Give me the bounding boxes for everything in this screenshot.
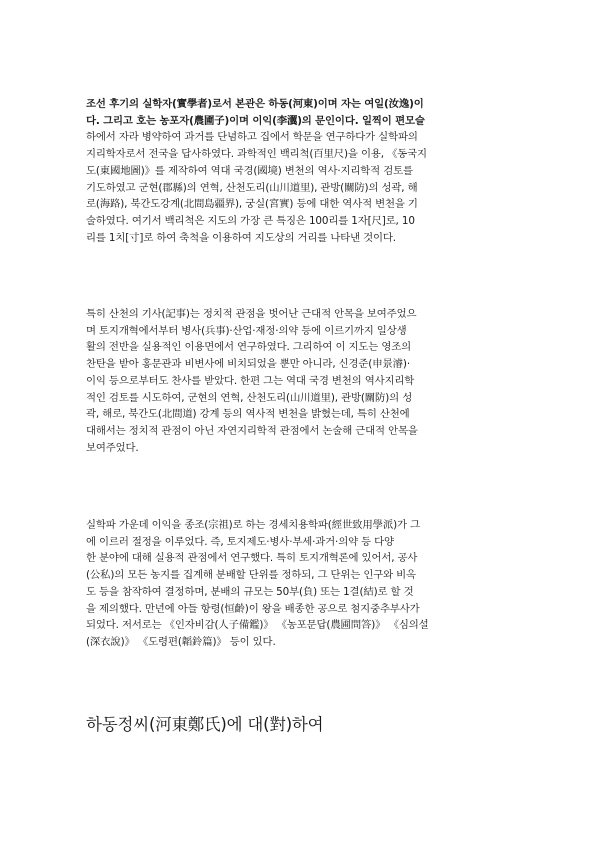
text-line: 을 제의했다. 만년에 아들 항령(恒齡)이 왕을 배종한 공으로 첨지중추부사가 — [86, 602, 420, 615]
text-line: 되었다. 저서로는 《인자비감(人子備鑑)》 《농포문답(農圃問答)》 《심의설 — [86, 619, 429, 632]
section-heading: 하동정씨(河東鄭氏)에 대(對)하여 — [86, 715, 324, 734]
text-line: 특히 산천의 기사(記事)는 정치적 관점을 벗어난 근대적 안목을 보여주었으 — [86, 308, 417, 320]
text-line: 하에서 자라 병약하여 과거를 단념하고 집에서 학문을 연구하다가 실학파의 — [86, 131, 418, 144]
text-line: (公私)의 모든 농지를 집계해 분배할 단위를 정하되, 그 단위는 인구와 비옥 — [86, 569, 416, 582]
text-line: 도(東國地圖)》를 제작하여 역대 국경(國境) 변천의 역사·지리학적 검토를 — [86, 164, 413, 177]
text-line: 활의 전반을 실용적인 이용면에서 연구하였다. 그리하여 이 지도는 영조의 — [86, 341, 411, 354]
text-line: 이익 등으로부터도 찬사를 받았다. 한편 그는 역대 국경 변천의 역사지리학 — [86, 374, 415, 387]
text-line: 로(海路), 북간도강계(北間島疆界), 궁실(宮實) 등에 대한 역사적 변천을 기 — [86, 198, 418, 211]
text-line: (深衣說)》 《도령편(韜鈴篇)》 등이 있다. — [86, 635, 276, 648]
text-line: 술하였다. 여기서 백리척은 지도의 가장 큰 특징은 100리를 1자[尺]로, 10 — [86, 214, 415, 227]
paragraph-1 — [86, 96, 514, 246]
text-line: 곽, 해로, 북간도(北間道) 강계 등의 역사적 변천을 밝혔는데, 특히 산천에 — [86, 408, 410, 421]
text-line: 도 등을 참작하여 결정하며, 분배의 규모는 50부(負) 또는 1결(結)로 할 것 — [86, 585, 414, 598]
text-line: 한 분야에 대해 실용적 관점에서 연구했다. 특히 토지개혁론에 있어서, 공사 — [86, 552, 418, 565]
text-line: 리를 1치[寸]로 하여 축척을 이용하여 지도상의 거리를 나타낸 것이다. — [86, 231, 396, 244]
text-line: 실학파 가운데 이익을 종조(宗祖)로 하는 경세치용학파(經世致用學派)가 그 — [86, 519, 420, 531]
text-line: 적인 검토를 시도하여, 군현의 연혁, 산천도리(山川道里), 관방(關防)의 성 — [86, 391, 413, 404]
text-line: 에 이르러 절정을 이루었다. 즉, 토지제도·병사·부세·과거·의약 등 다양 — [86, 535, 394, 548]
text-line: 다. 그리고 호는 농포자(農圃子)이며 이익(李瀷)의 문인이다. 일찍이 편모슬 — [86, 114, 425, 127]
paragraph-2 — [86, 306, 514, 456]
text-line: 기도하였고 군현(郡縣)의 연혁, 산천도리(山川道里), 관방(關防)의 성곽, 해 — [86, 181, 418, 194]
text-line: 보여주었다. — [86, 441, 139, 454]
text-line: 며 토지개혁에서부터 병사(兵事)·산업·재정·의약 등에 이르기까지 일상생 — [86, 324, 407, 337]
text-line: 조선 후기의 실학자(實學者)로서 본관은 하동(河東)이며 자는 여일(汝逸)이 — [86, 98, 424, 110]
text-line: 대해서는 정치적 관점이 아닌 자연지리학적 관점에서 논술해 근대적 안목을 — [86, 424, 418, 437]
text-line: 지리학자로서 전국을 답사하였다. 과학적인 백리척(百里尺)을 이용, 《동국지 — [86, 148, 427, 161]
paragraph-3 — [86, 517, 514, 651]
text-line: 찬탄을 받아 홍문관과 비변사에 비치되었을 뿐만 아니라, 신경준(申景濬)· — [86, 358, 410, 371]
